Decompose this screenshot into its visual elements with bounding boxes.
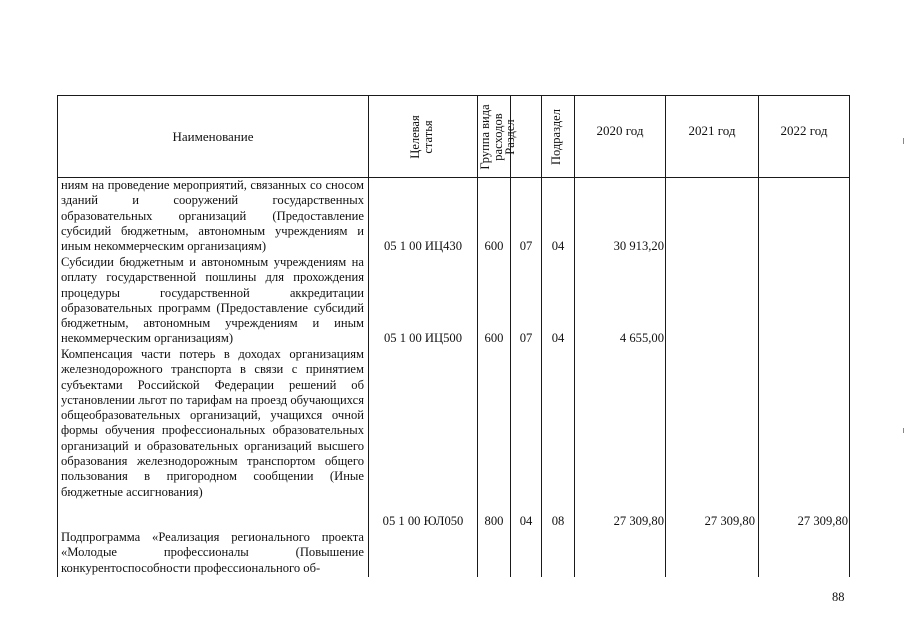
table-row (61, 347, 364, 500)
table-row (61, 255, 364, 347)
row-value-2020: 4 655,00 (619, 331, 664, 345)
table-row (61, 530, 364, 576)
row-expense-group: 800 (484, 514, 504, 528)
header-expense-group: Группа вида расходов (478, 104, 505, 170)
row-description: Подпрограмма «Реализация регионального проекта «Молодые профессионалы (Повышение конкурентоспособности профессионального об- (61, 530, 364, 575)
header-subsection: Подраздел (549, 109, 563, 165)
row-subsection: 04 (551, 331, 565, 345)
column-divider (758, 95, 759, 577)
row-section: 04 (519, 514, 533, 528)
header-name: Наименование (172, 128, 254, 144)
row-description: ниям на проведение мероприятий, связанных со сносом зданий и сооружений государственных образовательных организаций (Предоставление субсидий бюджетным, автономным учреждениям и иным некоммерческим организациям) (61, 178, 364, 254)
page-number: 88 (832, 590, 845, 604)
header-target-article: Целевая статья (408, 115, 435, 159)
header-section: Раздел (503, 119, 517, 155)
row-target-article: 05 1 00 ИЦ430 (383, 239, 462, 253)
column-divider (665, 95, 666, 577)
row-target-article: 05 1 00 ЮЛ050 (382, 514, 464, 528)
row-value-2021: 27 309,80 (704, 514, 755, 528)
row-target-article: 05 1 00 ИЦ500 (383, 331, 462, 345)
row-expense-group: 600 (484, 331, 504, 345)
row-expense-group: 600 (484, 239, 504, 253)
row-description: Субсидии бюджетным и автономным учреждениям на оплату государственной пошлины для прохождения процедуры государственной аккредитации образовательных программ (Предоставление субсидий бюджетным, автономным учреждениям и иным некоммерческим организациям) (61, 255, 364, 346)
row-value-2022: 27 309,80 (797, 514, 848, 528)
table-row (61, 178, 364, 254)
row-section: 07 (519, 239, 533, 253)
row-value-2020: 27 309,80 (613, 514, 664, 528)
header-2022: 2022 год (780, 122, 828, 138)
scan-edge-mark (903, 428, 904, 433)
header-2020: 2020 год (596, 122, 644, 138)
row-subsection: 04 (551, 239, 565, 253)
table-border-right (849, 95, 850, 577)
scan-edge-mark (903, 138, 904, 144)
row-subsection: 08 (551, 514, 565, 528)
header-2021: 2021 год (688, 122, 736, 138)
row-section: 07 (519, 331, 533, 345)
row-value-2020: 30 913,20 (613, 239, 664, 253)
row-description: Компенсация части потерь в доходах организациям железнодорожного транспорта в связи с принятием субъектами Российской Федерации решений об установлении льгот по тарифам на проезд обучающихся общеобразовательных организаций, учащихся очной формы обучения профессиональных образовательных организаций и образовательных организаций высшего образования железнодорожным транспортом общего пользования в пригородном сообщении (Иные бюджетные ассигнования) (61, 347, 364, 499)
